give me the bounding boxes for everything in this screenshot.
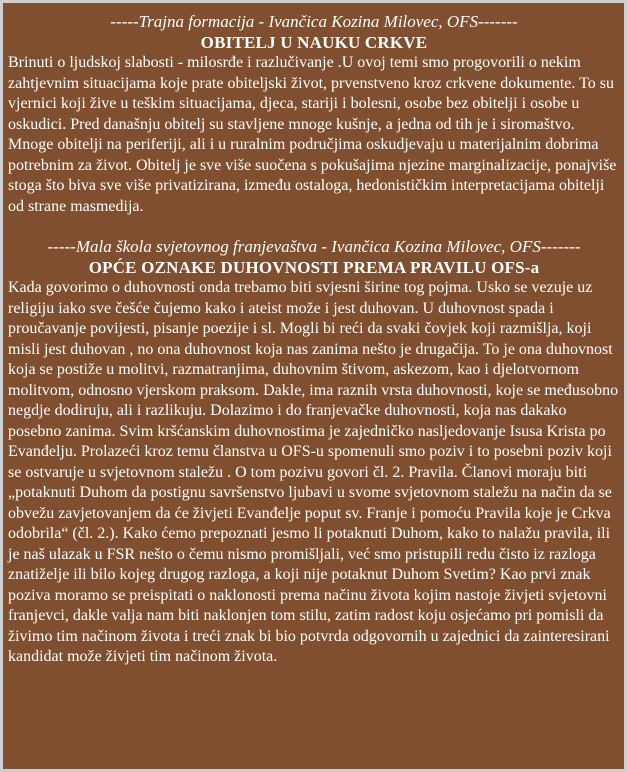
section2-body: Kada govorimo o duhovnosti onda trebamo biti svjesni širine tog pojma. Usko se vezuje uz religiju iako sve češće čujemo kako i ateist može i jest duhovan. U duhovnost spada i proučavanje povijesti, pisanje poezije i sl. Mogli bi reći da svaki čovjek koji razmišlja, koji misli jest duhovan , no ona duhovnost koja nas zanima nešto je drugačija. To je ona duhovnost koja se postiže u molitvi, razmatranjima, duhovnim štivom, askezom, kao i djelotvornom molitvom, odnosno vjerskom praksom. Dakle, ima raznih vrsta duhovnosti, koje se međusobno negdje dodiruju, ali i razlikuju. Dolazimo i do franjevačke duhovnosti, koja nas dakako posebno zanima. Svim kršćanskim duhovnostima je zajedničko nasljedovanje Isusa Krista po Evanđelju. Prolazeći kroz temu članstva u OFS-u spomenuli smo poziv i to posebni poziv koji se ostvaruje u svjetovnom staležu . O tom pozivu govori čl. 2. Pravila. Članovi moraju biti „potaknuti Duhom da postignu savršenstvo ljubavi u svome svjetovnom staležu na način da se obvežu zavjetovanjem da će živjeti Evanđelje poput sv. Franje i pomoću Pravila koje je Crkva odobrila“ (čl. 2.). Kako ćemo prepoznati jesmo li potaknuti Duhom, kako to nalažu pravila, ili je naš ulazak u FSR nešto o čemu nismo promišljali, već smo pristupili redu čisto iz razloga znatiželje ili bilo kojeg drugog razloga, a koji nije potaknut Duhom Svetim? Kao prvi znak poziva moramo se preispitati o naklonosti prema načinu života kojim nastoje živjeti svjetovni franjevci, dakle valja nam biti naklonjen tom stilu, zatim radost koju osjećamo pri pomisli da živimo tim načinom života i treći znak bi bio potvrda odgovornih u zajednici da zainteresirani kandidat može živjeti tim načinom života.	[8, 279, 619, 665]
section1-title: OBITELJ U NAUKU CRKVE	[200, 33, 428, 52]
section-divider	[8, 217, 620, 237]
section1-kicker: -----Trajna formacija - Ivančica Kozina Milovec, OFS-------	[110, 12, 518, 31]
section2-kicker: -----Mala škola svjetovnog franjevaštva - Ivančica Kozina Milovec, OFS-------	[47, 237, 581, 256]
section2-title: OPĆE OZNAKE DUHOVNOSTI PREMA PRAVILU OFS-a	[88, 258, 540, 277]
section1-body: Brinuti o ljudskoj slabosti - milosrđe i razlučivanje .U ovoj temi smo progovorili o nekim zahtjevnim situacijama koje prate obiteljski život, prvenstveno kroz crkvene dokumente. To su vjernici koji žive u teškim situacijama, djeca, stariji i bolesni, osobe bez obitelji i osobe u oskudici. Pred današnju obitelj su stavljene mnoge kušnje, a jedna od tih je i siromaštvo. Mnoge obitelji na periferiji, ali i u ruralnim područjima oskudjevaju u materijalnim dobrima potrebnim za život. Obitelj je sve više suočena s pokušajima njezine marginalizacije, ponajviše stoga što biva sve više privatizirana, između ostaloga, hedonističkim interpretacijama obitelji od strane masmedija.	[8, 54, 617, 215]
article-content	[8, 12, 620, 668]
